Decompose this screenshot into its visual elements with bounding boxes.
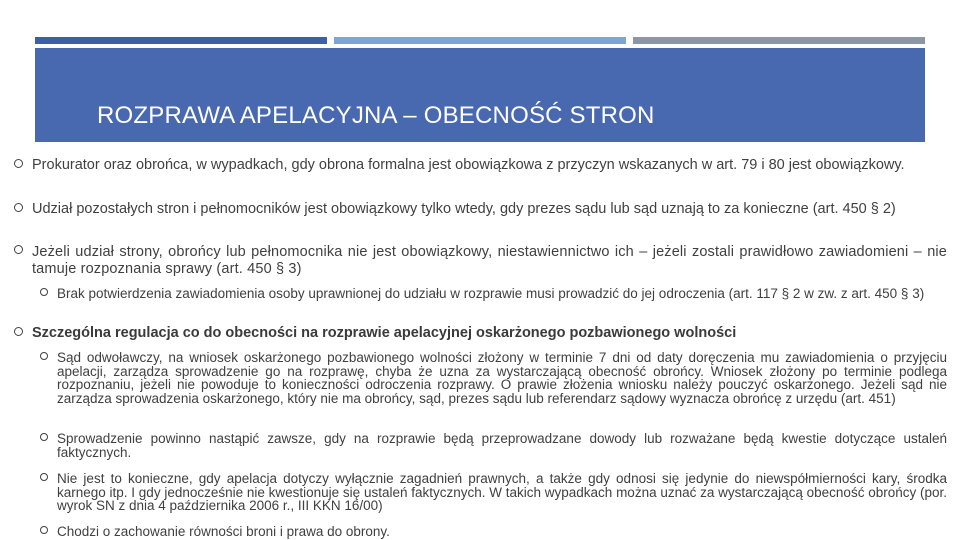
sub-bullet-circle-icon	[40, 526, 48, 534]
bullet-circle-icon	[14, 159, 23, 168]
bullet-item: Udział pozostałych stron i pełnomocników jest obowiązkowy tylko wtedy, gdy prezes sądu lub sąd uznają to za konieczne (art. 450 § 2)	[32, 201, 896, 217]
sub-bullet-circle-icon	[40, 288, 48, 296]
sub-bullet-item: Brak potwierdzenia zawiadomienia osoby uprawnionej do udziału w rozprawie musi prowadzić do jej odroczenia (art. 117 § 2 w zw. z art. 450 § 3)	[57, 286, 925, 301]
title-banner	[35, 48, 925, 142]
sub-bullet-circle-icon	[40, 352, 48, 360]
bullet-item: Jeżeli udział strony, obrońcy lub pełnomocnika nie jest obowiązkowy, niestawiennictwo ich – jeżeli zostali prawidłowo zawiadomieni – nie tamuje rozpoznania sprawy (art. 450 § 3)	[32, 244, 947, 277]
sub-bullet-item: Chodzi o zachowanie równości broni i prawa do obrony.	[57, 524, 390, 539]
bullet-item: Prokurator oraz obrońca, w wypadkach, gdy obrona formalna jest obowiązkowa z przyczyn wskazanych w art. 79 i 80 jest obowiązkowy.	[32, 157, 905, 173]
sub-bullet-circle-icon	[40, 473, 48, 481]
accent-bar-light-blue	[334, 37, 626, 44]
bullet-circle-icon	[14, 327, 23, 336]
accent-bar-gray	[633, 37, 925, 44]
slide-title: ROZPRAWA APELACYJNA – OBECNOŚĆ STRON	[97, 102, 655, 129]
sub-bullet-item: Sprowadzenie powinno nastąpić zawsze, gdy na rozprawie będą przeprowadzane dowody lub rozważane będą kwestie dotyczące ustaleń faktycznych.	[57, 431, 947, 460]
bullet-circle-icon	[14, 245, 23, 254]
sub-bullet-circle-icon	[40, 433, 48, 441]
bullet-item-heading: Szczególna regulacja co do obecności na rozprawie apelacyjnej oskarżonego pozbawionego wolności	[32, 325, 737, 341]
sub-bullet-item: Sąd odwoławczy, na wniosek oskarżonego pozbawionego wolności złożony w terminie 7 dni od daty doręczenia mu zawiadomienia o przyjęciu apelacji, zarządza sprowadzenie go na rozprawę, chyba że uzna za wystarczającą obecność obrońcy. Wniosek złożony po terminie podlega rozpoznaniu, jeżeli nie powoduje to konieczności odroczenia rozprawy. O prawie złożenia wniosku należy pouczyć oskarżonego. Jeżeli sąd nie zarządza sprowadzenia oskarżonego, który nie ma obrońcy, sąd, prezes sądu lub referendarz sądowy wyznacza obrońcę z urzędu (art. 451)	[57, 350, 947, 406]
sub-bullet-item: Nie jest to konieczne, gdy apelacja dotyczy wyłącznie zagadnień prawnych, a także gdy odnosi się jedynie do niewspółmierności kary, środka karnego itp. I gdy jednocześnie nie kwestionuje się ustaleń faktycznych. W takich wypadkach można uznać za wystarczającą obecność obrońcy (por. wyrok SN z dnia 4 października 2006 r., III KKN 16/00)	[57, 471, 947, 513]
accent-bar-dark-blue	[35, 37, 327, 44]
bullet-circle-icon	[14, 203, 23, 212]
